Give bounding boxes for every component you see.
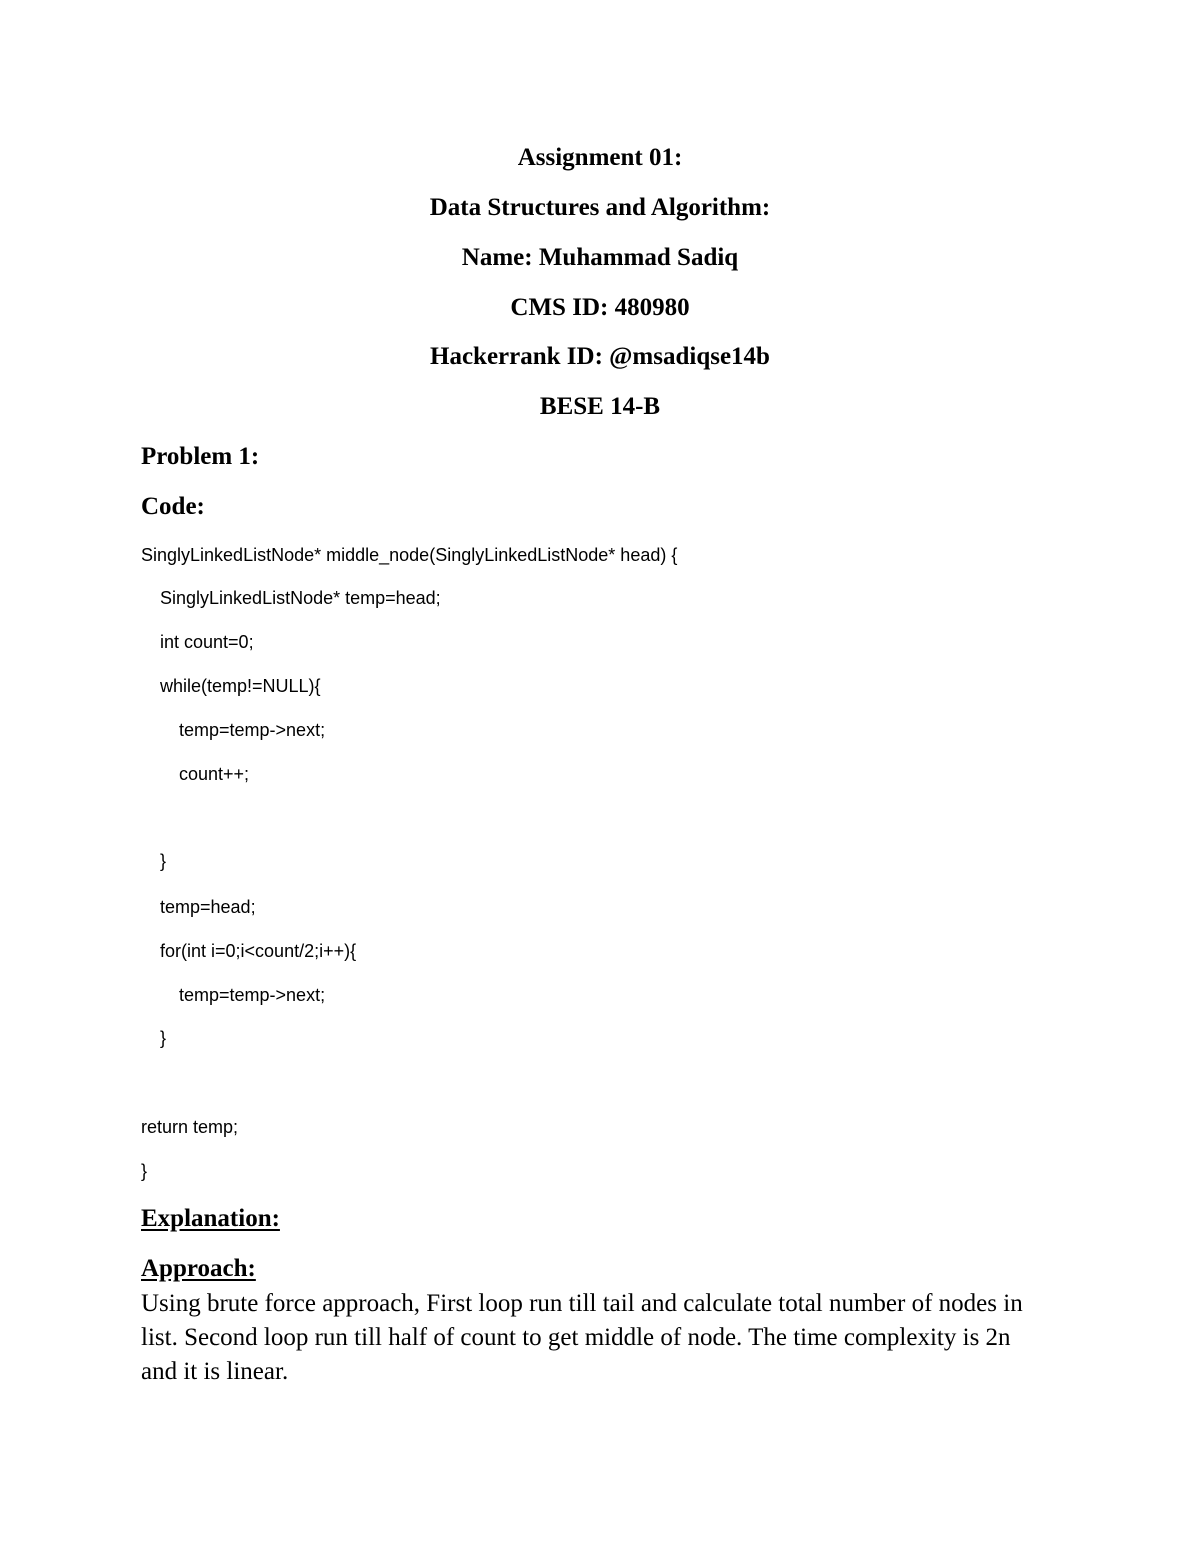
code-line: count++; <box>179 764 250 784</box>
cms-id: CMS ID: 480980 <box>510 294 690 321</box>
code-line: } <box>160 1028 167 1048</box>
code-line: temp=temp->next; <box>179 720 326 740</box>
code-line: while(temp!=NULL){ <box>160 676 321 696</box>
code-line: return temp; <box>141 1117 239 1137</box>
hackerrank-id: Hackerrank ID: @msadiqse14b <box>430 343 770 370</box>
explanation-heading: Explanation: <box>141 1205 280 1232</box>
code-line: int count=0; <box>160 632 254 652</box>
code-line: temp=temp->next; <box>179 985 326 1005</box>
code-line: } <box>141 1161 148 1181</box>
code-line: for(int i=0;i<count/2;i++){ <box>160 941 357 961</box>
code-line: SinglyLinkedListNode* middle_node(SinglyLinkedListNode* head) { <box>141 545 678 565</box>
approach-paragraph: Using brute force approach, First loop run till tail and calculate total number of nodes in list. Second loop run till half of count to get middle of node. The time complexity is 2n and it is linear. <box>141 1290 1023 1385</box>
course-title: Data Structures and Algorithm: <box>429 194 771 221</box>
student-name: Name: Muhammad Sadiq <box>461 244 739 271</box>
code-heading: Code: <box>141 493 205 520</box>
problem-heading: Problem 1: <box>141 443 260 470</box>
code-line: SinglyLinkedListNode* temp=head; <box>160 588 441 608</box>
assignment-title: Assignment 01: <box>517 144 683 171</box>
section-label: BESE 14-B <box>539 393 661 420</box>
code-line: temp=head; <box>160 897 256 917</box>
code-line: } <box>160 851 167 871</box>
approach-heading: Approach: <box>141 1255 256 1282</box>
